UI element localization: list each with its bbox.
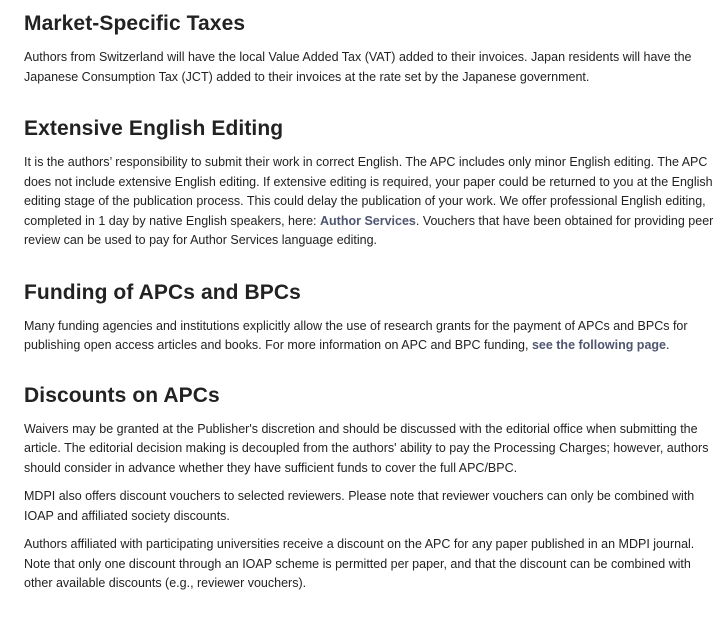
section-paragraph: Waivers may be granted at the Publisher's discretion and should be discussed with the editorial office when submitting the article. The editorial decision making is decoupled from the authors' ability to pay the Processing Charges; however, authors should consider in advance whether they have sufficient funds to cover the full APC/BPC. (24, 421, 709, 475)
paragraph-text: It is the authors’ responsibility to submit their work in correct English. The APC includes only minor English editing. The APC does not include extensive English editing. If extensive editing is required, your paper could be returned to you at the English editing stage of the publication process. This could delay the publication of your work. We offer professional English editing, completed in 1 day by native English speakers, here: (24, 155, 713, 228)
paragraph-text: Many funding agencies and institutions explicitly allow the use of research grants for the payment of APCs and BPCs for publishing open access articles and books. For more information on APC and BPC funding, (24, 318, 688, 352)
section-heading: Funding of APCs and BPCs (24, 280, 301, 304)
funding-page-link[interactable]: see the following page (531, 338, 666, 352)
section-heading: Extensive English Editing (24, 117, 284, 140)
section-discounts-on-apcs (24, 382, 712, 594)
section-paragraph: MDPI also offers discount vouchers to selected reviewers. Please note that reviewer vouchers can only be combined with IOAP and affiliated society discounts. (24, 489, 695, 523)
section-paragraph: Authors affiliated with participating universities receive a discount on the APC for any paper published in an MDPI journal. Note that only one discount through an IOAP scheme is permitted per paper, and that the discount can be combined with other available discounts (e.g., reviewer vouchers). (24, 537, 695, 590)
section-market-specific-taxes (24, 10, 712, 87)
section-extensive-english-editing (24, 115, 712, 251)
section-paragraph (24, 317, 714, 356)
section-paragraph: Authors from Switzerland will have the local Value Added Tax (VAT) added to their invoices. Japan residents will have the Japanese Consumption Tax (JCT) added to their invoices at the rate set by the Japanese government. (24, 50, 692, 84)
paragraph-text: . (665, 338, 670, 352)
section-funding-of-apcs (24, 279, 712, 356)
author-services-link[interactable]: Author Services (320, 213, 416, 228)
section-paragraph (24, 153, 714, 251)
section-heading: Discounts on APCs (24, 383, 220, 407)
paragraph-text: . Vouchers that have been obtained for providing peer review can be used to pay for Author Services language editing. (24, 213, 714, 247)
section-heading: Market-Specific Taxes (24, 12, 246, 35)
